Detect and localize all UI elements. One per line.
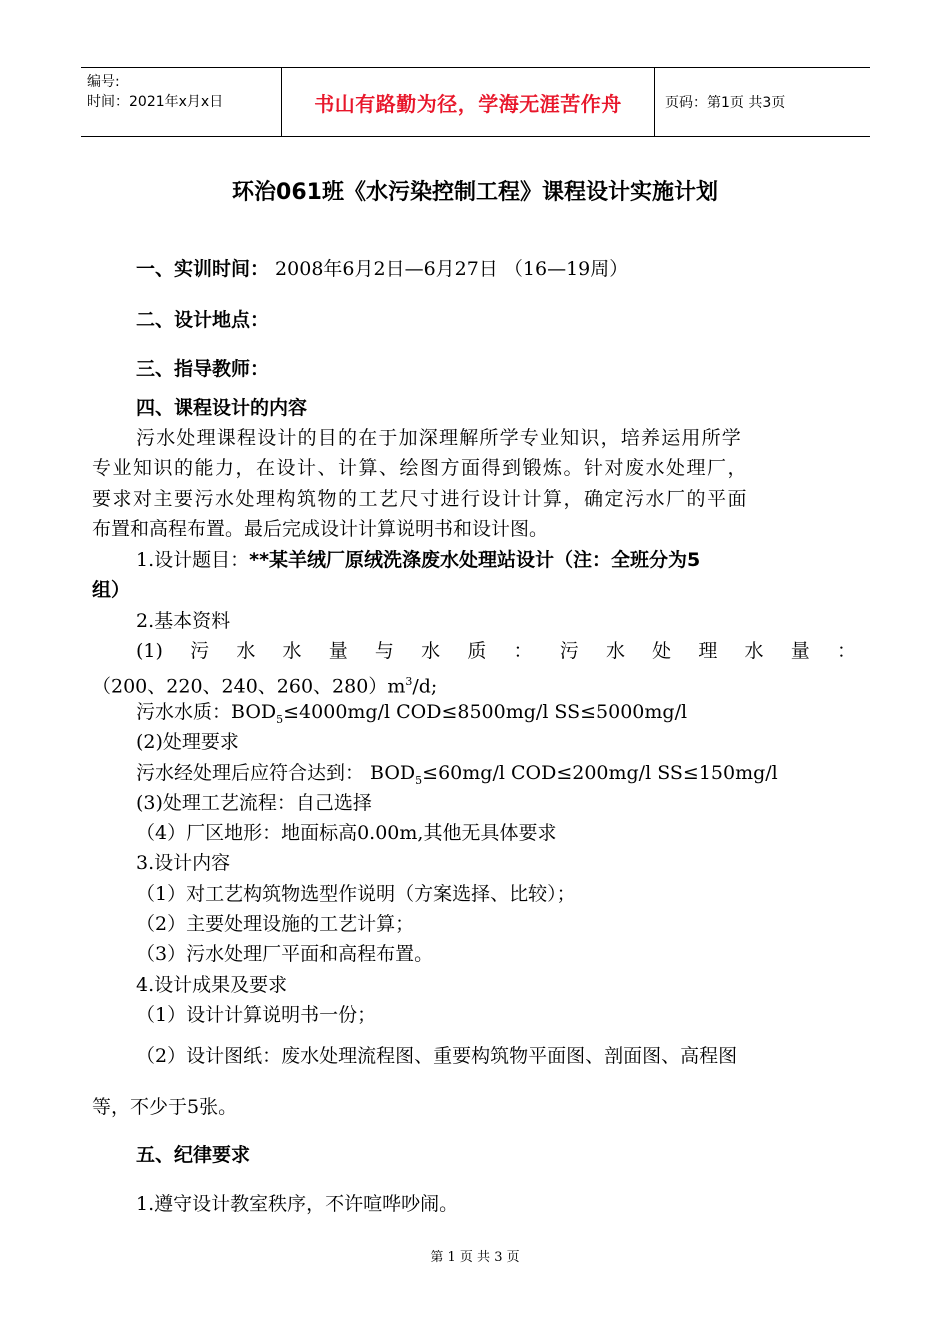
basic-data-label: 2.基本资料: [136, 610, 231, 632]
document-title: 环治061班《水污染控制工程》课程设计实施计划: [232, 180, 718, 205]
intro-line: 污水处理课程设计的目的在于加深理解所学专业知识，培养运用所学: [136, 427, 743, 449]
design-topic: [136, 547, 700, 573]
terrain: （4）厂区地形：地面标高0.00m,其他无具体要求: [136, 822, 557, 844]
water-quality: [136, 699, 687, 733]
req-values: ≤60mg/l COD≤200mg/l SS≤150mg/l: [422, 762, 778, 784]
header-motto: 书山有路勤为径，学海无涯苦作舟: [282, 68, 655, 136]
quality-values: ≤4000mg/l COD≤8500mg/l SS≤5000mg/l: [283, 701, 688, 723]
spread-char: 理: [698, 640, 718, 662]
quantity-values: （200、220、240、260、280）m: [92, 675, 406, 698]
spread-char: 水: [282, 640, 302, 662]
spread-char: 质: [467, 640, 487, 662]
spread-char: 污: [190, 640, 210, 662]
section-5-label: 五、纪律要求: [136, 1144, 251, 1166]
spread-char: 水: [236, 640, 256, 662]
rule-item: 1.遵守设计教室秩序，不许喧哗吵闹。: [136, 1193, 459, 1215]
topic-continuation: 组）: [92, 579, 131, 601]
design-content-label: 3.设计内容: [136, 852, 231, 874]
spread-char: 水: [605, 640, 625, 662]
requirements-values: [136, 760, 778, 794]
results-item: （1）设计计算说明书一份；: [136, 1004, 377, 1026]
spread-char: 量: [328, 640, 348, 662]
section-1: [136, 256, 628, 282]
content-item: （3）污水处理厂平面和高程布置。: [136, 943, 434, 965]
req-prefix: 污水经处理后应符合达到： BOD: [136, 762, 416, 784]
results-label: 4.设计成果及要求: [136, 974, 288, 996]
spread-char: (1): [136, 640, 163, 662]
content-item: （1）对工艺构筑物选型作说明（方案选择、比较）；: [136, 883, 576, 905]
topic-prefix: 1.设计题目：: [136, 549, 250, 571]
topic-title: **某羊绒厂原绒洗涤废水处理站设计（注：全班分为5: [249, 549, 701, 571]
header-page-info: 页码：第1页 共3页: [665, 95, 786, 111]
bod-subscript: 5: [276, 712, 284, 726]
header-meta: [81, 68, 282, 136]
water-quantity-heading: [136, 638, 856, 664]
page-footer: 第 1 页 共 3 页: [430, 1250, 520, 1265]
spread-char: ：: [513, 640, 533, 662]
spread-char: 处: [652, 640, 672, 662]
intro-line: 要求对主要污水处理构筑物的工艺尺寸进行设计计算，确定污水厂的平面: [92, 488, 749, 510]
page-header: [81, 67, 870, 137]
quality-prefix: 污水水质：BOD: [136, 701, 277, 723]
requirements-label: (2)处理要求: [136, 731, 239, 753]
section-3-label: 三、指导教师：: [136, 358, 270, 380]
section-4-label: 四、课程设计的内容: [136, 397, 308, 419]
spread-char: 水: [421, 640, 441, 662]
spread-char: 量: [790, 640, 810, 662]
results-item: （2）设计图纸：废水处理流程图、重要构筑物平面图、剖面图、高程图: [136, 1045, 738, 1067]
number-label: 编号:: [87, 74, 120, 90]
water-quantity-values: [92, 669, 437, 699]
section-2-label: 二、设计地点：: [136, 309, 270, 331]
unit-tail: /d;: [412, 675, 438, 698]
results-item-continuation: 等，不少于5张。: [92, 1096, 238, 1118]
process-flow: (3)处理工艺流程：自己选择: [136, 792, 372, 814]
intro-line: 专业知识的能力，在设计、计算、绘图方面得到锻炼。针对废水处理厂，: [92, 457, 749, 479]
spread-char: 水: [744, 640, 764, 662]
intro-line: 布置和高程布置。最后完成设计计算说明书和设计图。: [92, 518, 549, 540]
section-1-label: 一、实训时间：: [136, 258, 270, 280]
section-1-value: 2008年6月2日—6月27日 （16—19周）: [269, 258, 629, 280]
spread-char: ：: [836, 640, 856, 662]
content-item: （2）主要处理设施的工艺计算；: [136, 913, 415, 935]
time-label: 时间：2021年x月x日: [87, 94, 224, 110]
unit-superscript: 3: [405, 675, 413, 688]
spread-char: 与: [374, 640, 394, 662]
spread-char: 污: [559, 640, 579, 662]
bod-subscript: 5: [415, 773, 423, 787]
